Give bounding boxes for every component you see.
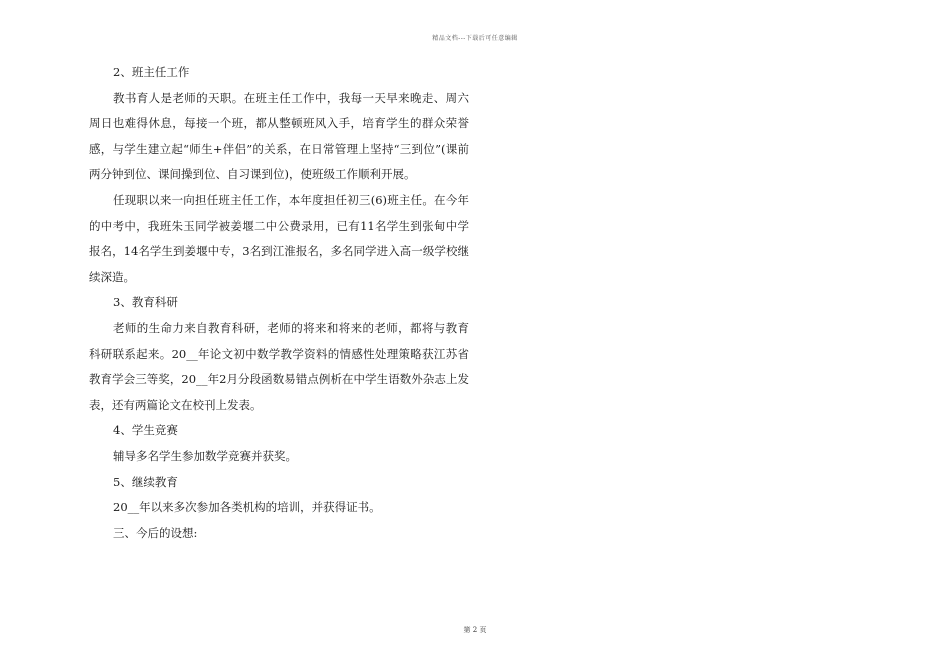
paragraph-research: 老师的生命力来自教育科研，老师的将来和将来的老师，都将与教育科研联系起来。20__年论文初中数学教学资料的情感性处理策略获江苏省教育学会三等奖，20__年2月分段函数易错点例析在中学生语数外杂志上发表，还有两篇论文在校刊上发表。 (89, 320, 469, 412)
section-heading-future-plans: 三、今后的设想: (113, 525, 198, 540)
page-number: 第 2 页 (463, 626, 487, 634)
section-heading-research: 3、教育科研 (113, 295, 178, 310)
section-heading-continuing-education: 5、继续教育 (113, 474, 178, 489)
paragraph-continuing-education: 20__年以来多次参加各类机构的培训，并获得证书。 (113, 500, 381, 515)
paragraph-class-teacher-duties: 教书育人是老师的天职。在班主任工作中，我每一天早来晚走、周六周日也难得休息，每接一个班，都从整顿班风入手，培育学生的群众荣誉感，与学生建立起“师生+伴侣”的关系，在日常管理上坚持“三到位”(课前两分钟到位、课间操到位、自习课到位)，使班级工作顺利开展。 (89, 90, 469, 182)
section-heading-class-teacher: 2、班主任工作 (113, 65, 190, 79)
section-heading-competition: 4、学生竞赛 (113, 423, 178, 438)
page-header: 精品文档---下载后可任意编辑 (432, 35, 518, 42)
document-body (89, 60, 469, 546)
paragraph-class-teacher-results: 任现职以来一向担任班主任工作，本年度担任初三(6)班主任。在今年的中考中，我班朱玉同学被姜堰二中公费录用，已有11名学生到张甸中学报名，14名学生到姜堰中专，3名到江淮报名，多名同学进入高一级学校继续深造。 (89, 192, 469, 284)
paragraph-competition: 辅导多名学生参加数学竞赛并获奖。 (113, 448, 297, 463)
